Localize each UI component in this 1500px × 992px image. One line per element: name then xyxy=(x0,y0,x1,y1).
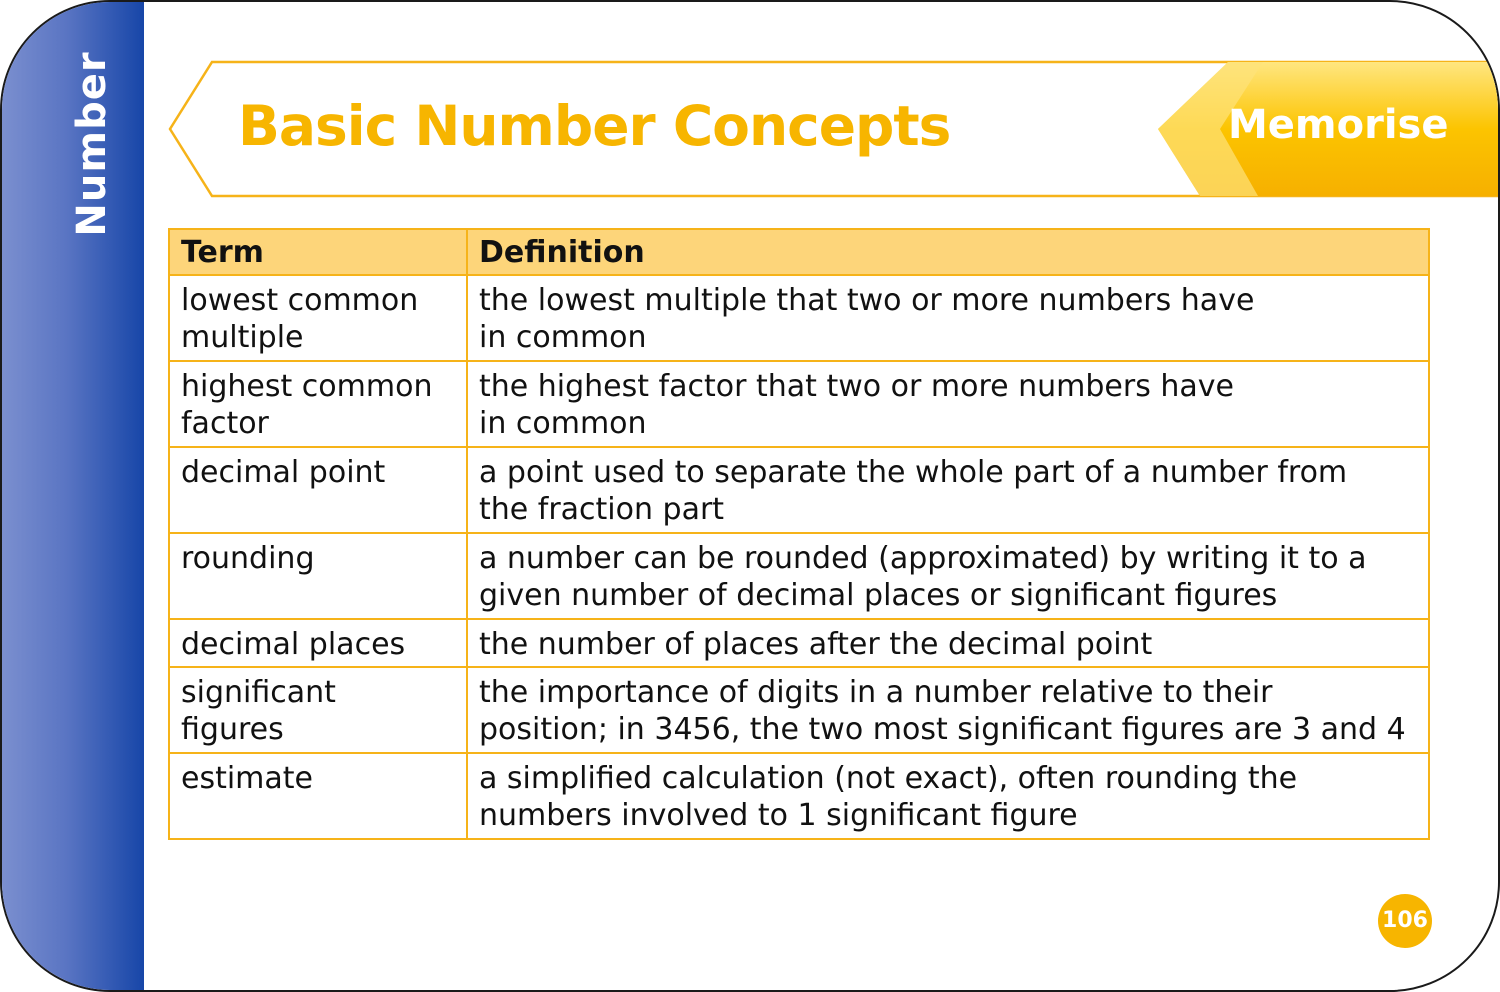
memorise-tag: Memorise xyxy=(1228,102,1449,148)
term-line: factor xyxy=(181,406,269,441)
term-cell xyxy=(169,361,467,447)
column-header-definition: Definition xyxy=(467,229,1429,275)
term-cell xyxy=(169,447,467,533)
table-row xyxy=(169,753,1429,839)
definition-line: the importance of digits in a number relative to their xyxy=(479,675,1273,710)
term-cell xyxy=(169,275,467,361)
side-tab xyxy=(2,2,144,990)
definition-cell xyxy=(467,619,1429,667)
definition-cell xyxy=(467,753,1429,839)
definition-cell xyxy=(467,275,1429,361)
term-line: significant xyxy=(181,675,336,710)
definition-line: given number of decimal places or significant figures xyxy=(479,578,1278,613)
definition-line: the number of places after the decimal point xyxy=(479,627,1153,662)
term-line: decimal point xyxy=(181,455,386,490)
table-row xyxy=(169,619,1429,667)
column-header-term: Term xyxy=(169,229,467,275)
term-cell xyxy=(169,753,467,839)
term-line: rounding xyxy=(181,541,315,576)
definition-line: the lowest multiple that two or more numbers have xyxy=(479,283,1255,318)
definition-line: position; in 3456, the two most significant figures are 3 and 4 xyxy=(479,712,1406,747)
definition-line: a number can be rounded (approximated) by writing it to a xyxy=(479,541,1367,576)
term-line: estimate xyxy=(181,761,314,796)
side-tab-label: Number xyxy=(69,51,115,237)
definition-cell xyxy=(467,447,1429,533)
definition-line: in common xyxy=(479,406,647,441)
page-title: Basic Number Concepts xyxy=(238,94,951,158)
table-row xyxy=(169,275,1429,361)
definition-line: in common xyxy=(479,320,647,355)
definition-cell xyxy=(467,533,1429,619)
definition-line: numbers involved to 1 significant figure xyxy=(479,798,1078,833)
term-cell xyxy=(169,667,467,753)
terms-table xyxy=(168,228,1430,840)
term-line: highest common xyxy=(181,369,433,404)
term-line: multiple xyxy=(181,320,304,355)
definition-line: a simplified calculation (not exact), often rounding the xyxy=(479,761,1298,796)
table-header-row xyxy=(169,229,1429,275)
definition-cell xyxy=(467,361,1429,447)
table-row xyxy=(169,447,1429,533)
definition-cell xyxy=(467,667,1429,753)
table-row xyxy=(169,361,1429,447)
definition-line: the highest factor that two or more numbers have xyxy=(479,369,1234,404)
definition-line: the fraction part xyxy=(479,492,725,527)
page-number-badge: 106 xyxy=(1378,894,1432,948)
term-line: figures xyxy=(181,712,284,747)
table-row xyxy=(169,667,1429,753)
term-line: lowest common xyxy=(181,283,419,318)
definition-line: a point used to separate the whole part of a number from xyxy=(479,455,1348,490)
term-cell xyxy=(169,533,467,619)
term-line: decimal places xyxy=(181,627,406,662)
table-row xyxy=(169,533,1429,619)
term-cell xyxy=(169,619,467,667)
